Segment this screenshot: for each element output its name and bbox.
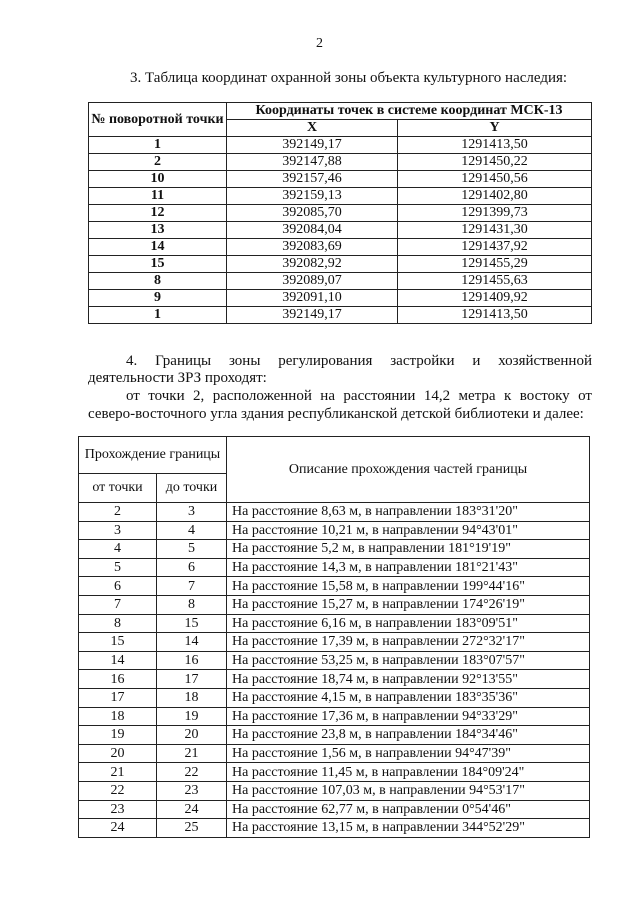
- word: расположенной: [212, 388, 312, 404]
- point-cell: 11: [89, 188, 227, 205]
- x-cell: 392159,13: [227, 188, 398, 205]
- table-row: [79, 688, 590, 707]
- description-cell: На расстояние 1,56 м, в направлении 94°47'39": [227, 744, 590, 763]
- from-cell: 24: [79, 819, 157, 838]
- point-cell: 10: [89, 171, 227, 188]
- y-cell: 1291437,92: [398, 239, 592, 256]
- table-row: [79, 503, 590, 522]
- description-cell: На расстояние 6,16 м, в направлении 183°09'51": [227, 614, 590, 633]
- header-passage: Прохождение границы: [79, 437, 227, 474]
- description-cell: На расстояние 14,3 м, в направлении 181°21'43": [227, 558, 590, 577]
- point-cell: 13: [89, 222, 227, 239]
- word: расстоянии: [343, 388, 416, 404]
- description-cell: На расстояние 53,25 м, в направлении 183°07'57": [227, 651, 590, 670]
- description-cell: На расстояние 8,63 м, в направлении 183°31'20": [227, 503, 590, 522]
- x-cell: 392091,10: [227, 290, 398, 307]
- table-row: [79, 781, 590, 800]
- word: к: [504, 388, 512, 404]
- description-cell: На расстояние 11,45 м, в направлении 184°09'24": [227, 763, 590, 782]
- to-cell: 5: [157, 540, 227, 559]
- x-cell: 392082,92: [227, 256, 398, 273]
- from-cell: 5: [79, 558, 157, 577]
- from-cell: 20: [79, 744, 157, 763]
- description-cell: На расстояние 107,03 м, в направлении 94°53'17": [227, 781, 590, 800]
- point-cell: 15: [89, 256, 227, 273]
- table-row: [79, 800, 590, 819]
- section-3-title: 3. Таблица координат охранной зоны объекта культурного наследия:: [130, 70, 568, 86]
- table-row: [79, 595, 590, 614]
- description-cell: На расстояние 15,27 м, в направлении 174°26'19": [227, 595, 590, 614]
- to-cell: 18: [157, 688, 227, 707]
- description-cell: На расстояние 17,36 м, в направлении 94°33'29": [227, 707, 590, 726]
- description-cell: На расстояние 18,74 м, в направлении 92°13'55": [227, 670, 590, 689]
- table-row: [89, 137, 592, 154]
- table-row: [89, 154, 592, 171]
- x-cell: 392085,70: [227, 205, 398, 222]
- table-row: [89, 239, 592, 256]
- description-cell: На расстояние 5,2 м, в направлении 181°19'19": [227, 540, 590, 559]
- to-cell: 7: [157, 577, 227, 596]
- word: застройки: [390, 353, 455, 369]
- header-from: от точки: [79, 474, 157, 503]
- from-cell: 14: [79, 651, 157, 670]
- table-row: [79, 540, 590, 559]
- table-row: [79, 707, 590, 726]
- x-cell: 392149,17: [227, 137, 398, 154]
- x-cell: 392147,88: [227, 154, 398, 171]
- to-cell: 6: [157, 558, 227, 577]
- point-cell: 12: [89, 205, 227, 222]
- to-cell: 22: [157, 763, 227, 782]
- from-cell: 4: [79, 540, 157, 559]
- header-coords: Координаты точек в системе координат МСК-13: [227, 103, 592, 120]
- table-row: [89, 307, 592, 324]
- word: 14,2: [423, 388, 451, 404]
- from-cell: 7: [79, 595, 157, 614]
- table-row: [89, 290, 592, 307]
- word: 4.: [126, 353, 138, 369]
- header-x: X: [227, 120, 398, 137]
- point-cell: 1: [89, 307, 227, 324]
- header-point: № поворотной точки: [89, 103, 227, 137]
- table-row: [89, 222, 592, 239]
- word: востоку: [519, 388, 570, 404]
- description-cell: На расстояние 15,58 м, в направлении 199°44'16": [227, 577, 590, 596]
- table-row: [79, 558, 590, 577]
- to-cell: 4: [157, 521, 227, 540]
- description-cell: На расстояние 23,8 м, в направлении 184°34'46": [227, 726, 590, 745]
- y-cell: 1291450,56: [398, 171, 592, 188]
- to-cell: 19: [157, 707, 227, 726]
- table-row: [89, 205, 592, 222]
- to-cell: 14: [157, 633, 227, 652]
- description-cell: На расстояние 62,77 м, в направлении 0°54'46": [227, 800, 590, 819]
- to-cell: 25: [157, 819, 227, 838]
- page-number: 2: [316, 36, 323, 51]
- table-row: [79, 614, 590, 633]
- y-cell: 1291413,50: [398, 137, 592, 154]
- y-cell: 1291455,63: [398, 273, 592, 290]
- y-cell: 1291413,50: [398, 307, 592, 324]
- to-cell: 16: [157, 651, 227, 670]
- from-cell: 17: [79, 688, 157, 707]
- from-cell: 16: [79, 670, 157, 689]
- from-cell: 15: [79, 633, 157, 652]
- x-cell: 392084,04: [227, 222, 398, 239]
- from-cell: 19: [79, 726, 157, 745]
- section-4-line-3: [126, 387, 592, 405]
- header-description: Описание прохождения частей границы: [227, 437, 590, 503]
- y-cell: 1291402,80: [398, 188, 592, 205]
- from-cell: 18: [79, 707, 157, 726]
- to-cell: 21: [157, 744, 227, 763]
- word: точки: [148, 388, 185, 404]
- y-cell: 1291409,92: [398, 290, 592, 307]
- to-cell: 8: [157, 595, 227, 614]
- point-cell: 2: [89, 154, 227, 171]
- table-row: [79, 670, 590, 689]
- table-row: [79, 577, 590, 596]
- x-cell: 392157,46: [227, 171, 398, 188]
- table-row: [79, 744, 590, 763]
- table-row: [79, 633, 590, 652]
- point-cell: 14: [89, 239, 227, 256]
- from-cell: 2: [79, 503, 157, 522]
- y-cell: 1291431,30: [398, 222, 592, 239]
- y-cell: 1291399,73: [398, 205, 592, 222]
- from-cell: 6: [79, 577, 157, 596]
- from-cell: 23: [79, 800, 157, 819]
- section-4-line-2: деятельности ЗРЗ проходят:: [88, 370, 267, 386]
- description-cell: На расстояние 4,15 м, в направлении 183°35'36": [227, 688, 590, 707]
- to-cell: 20: [157, 726, 227, 745]
- y-cell: 1291450,22: [398, 154, 592, 171]
- to-cell: 15: [157, 614, 227, 633]
- word: Границы: [155, 353, 212, 369]
- word: от: [126, 388, 140, 404]
- header-to: до точки: [157, 474, 227, 503]
- word: от: [578, 388, 592, 404]
- boundary-table: [78, 436, 590, 838]
- point-cell: 8: [89, 273, 227, 290]
- word: на: [320, 388, 335, 404]
- table-row: [89, 188, 592, 205]
- from-cell: 21: [79, 763, 157, 782]
- word: 2,: [193, 388, 205, 404]
- from-cell: 3: [79, 521, 157, 540]
- description-cell: На расстояние 10,21 м, в направлении 94°43'01": [227, 521, 590, 540]
- header-y: Y: [398, 120, 592, 137]
- table-row: [79, 651, 590, 670]
- coordinates-table: [88, 102, 592, 324]
- point-cell: 1: [89, 137, 227, 154]
- point-cell: 9: [89, 290, 227, 307]
- word: зоны: [228, 353, 261, 369]
- to-cell: 17: [157, 670, 227, 689]
- table-row: [89, 171, 592, 188]
- word: и: [472, 353, 481, 369]
- table-row: [79, 763, 590, 782]
- from-cell: 22: [79, 781, 157, 800]
- description-cell: На расстояние 17,39 м, в направлении 272°32'17": [227, 633, 590, 652]
- section-4-line-1: [126, 352, 592, 370]
- x-cell: 392083,69: [227, 239, 398, 256]
- table-row: [89, 256, 592, 273]
- to-cell: 23: [157, 781, 227, 800]
- from-cell: 8: [79, 614, 157, 633]
- description-cell: На расстояние 13,15 м, в направлении 344°52'29": [227, 819, 590, 838]
- table-row: [79, 521, 590, 540]
- to-cell: 24: [157, 800, 227, 819]
- x-cell: 392149,17: [227, 307, 398, 324]
- word: регулирования: [278, 353, 373, 369]
- table-row: [79, 819, 590, 838]
- y-cell: 1291455,29: [398, 256, 592, 273]
- to-cell: 3: [157, 503, 227, 522]
- section-4-line-4: северо-восточного угла здания республиканской детской библиотеки и далее:: [88, 406, 584, 422]
- table-row: [89, 273, 592, 290]
- word: хозяйственной: [498, 353, 592, 369]
- x-cell: 392089,07: [227, 273, 398, 290]
- word: метра: [458, 388, 496, 404]
- table-row: [79, 726, 590, 745]
